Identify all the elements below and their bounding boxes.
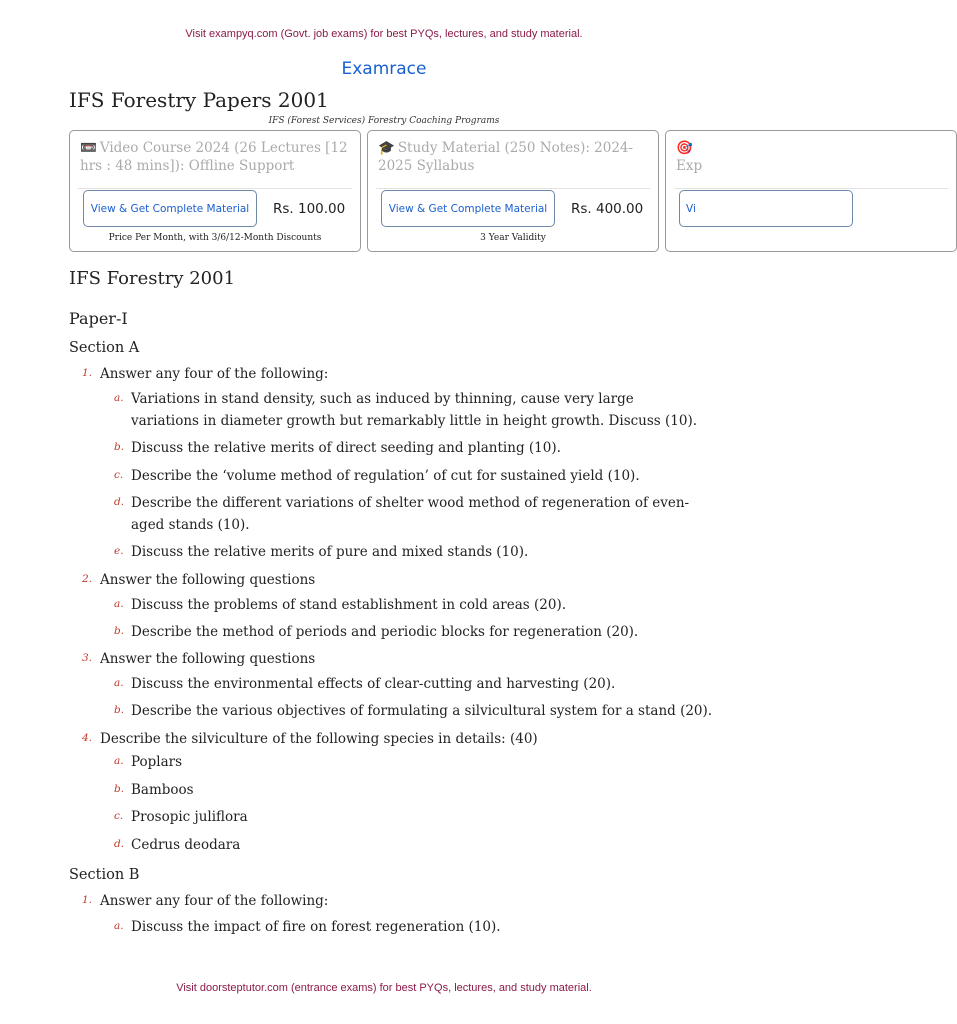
list-marker: d.: [114, 496, 125, 508]
list-marker: a.: [114, 392, 124, 404]
paper-heading: Paper-I: [69, 309, 128, 328]
card-heading[interactable]: 🎯 Exp: [676, 140, 703, 174]
product-card-study-material: [367, 130, 659, 252]
section-heading: IFS Forestry 2001: [69, 268, 236, 289]
list-marker: a.: [114, 598, 124, 610]
graduation-cap-icon: 🎓: [378, 140, 395, 156]
list-marker: a.: [114, 677, 124, 689]
list-marker: b.: [114, 625, 125, 637]
card-note: Price Per Month, with 3/6/12-Month Discounts: [108, 233, 322, 243]
divider: [376, 188, 650, 189]
question-item: Answer the following questions: [100, 651, 316, 667]
view-material-button[interactable]: Vi: [679, 190, 853, 227]
question-item: Answer any four of the following:: [100, 366, 329, 382]
sub-question-item: Describe the method of periods and periodic blocks for regeneration (20).: [131, 624, 639, 640]
list-marker: a.: [114, 755, 124, 767]
sub-question-item: Describe the ‘volume method of regulation’ of cut for sustained yield (10).: [131, 468, 640, 484]
list-marker: 1.: [82, 894, 93, 906]
section-b-heading: Section B: [69, 867, 140, 883]
sub-question-item: Discuss the relative merits of direct seeding and planting (10).: [131, 440, 561, 456]
top-promo-banner[interactable]: Visit exampyq.com (Govt. job exams) for best PYQs, lectures, and study material.: [185, 28, 583, 40]
page-title: IFS Forestry Papers 2001: [69, 88, 329, 112]
list-marker: e.: [114, 545, 124, 557]
card-note: 3 Year Validity: [480, 233, 546, 243]
question-item: Answer the following questions: [100, 572, 316, 588]
list-marker: c.: [114, 810, 124, 822]
video-icon: 📼: [80, 140, 97, 156]
product-card-partial: [665, 130, 957, 252]
divider: [674, 188, 948, 189]
sub-question-item: Prosopic juliflora: [131, 809, 248, 825]
list-marker: 1.: [82, 367, 93, 379]
section-a-heading: Section A: [69, 340, 140, 356]
list-marker: c.: [114, 469, 124, 481]
list-marker: a.: [114, 920, 124, 932]
site-title-link[interactable]: Examrace: [341, 59, 427, 79]
product-card-video-course: [69, 130, 361, 252]
bottom-promo-banner[interactable]: Visit doorsteptutor.com (entrance exams) for best PYQs, lectures, and study material.: [176, 982, 592, 994]
sub-question-item: Variations in stand density, such as induced by thinning, cause very large variations in diameter growth but remarkably little in height growth. Discuss (10).: [131, 391, 698, 429]
list-marker: d.: [114, 838, 125, 850]
sub-question-item: Discuss the environmental effects of clear-cutting and harvesting (20).: [131, 676, 616, 692]
target-icon: 🎯: [676, 140, 693, 156]
sub-question-item: Poplars: [131, 754, 183, 770]
sub-question-item: Cedrus deodara: [131, 837, 241, 853]
list-marker: b.: [114, 441, 125, 453]
question-item: Describe the silviculture of the following species in details: (40): [100, 731, 538, 747]
sub-question-item: Describe the different variations of shelter wood method of regeneration of even-aged stands (10).: [131, 495, 690, 533]
card-heading[interactable]: 🎓 Study Material (250 Notes): 2024-2025 Syllabus: [378, 140, 634, 174]
view-material-button[interactable]: View & Get Complete Material: [381, 190, 555, 227]
list-marker: 3.: [82, 652, 93, 664]
list-marker: 2.: [82, 573, 93, 585]
card-price: Rs. 400.00: [571, 201, 644, 217]
list-marker: 4.: [82, 732, 93, 744]
sub-question-item: Discuss the relative merits of pure and mixed stands (10).: [131, 544, 529, 560]
card-heading[interactable]: 📼 Video Course 2024 (26 Lectures [12 hrs : 48 mins]): Offline Support: [80, 140, 348, 174]
list-marker: b.: [114, 783, 125, 795]
coaching-subtitle: IFS (Forest Services) Forestry Coaching Programs: [268, 116, 500, 126]
view-material-button[interactable]: View & Get Complete Material: [83, 190, 257, 227]
sub-question-item: Bamboos: [131, 782, 194, 798]
sub-question-item: Discuss the impact of fire on forest regeneration (10).: [131, 919, 501, 935]
sub-question-item: Discuss the problems of stand establishment in cold areas (20).: [131, 597, 567, 613]
sub-question-item: Describe the various objectives of formulating a silvicultural system for a stand (20).: [131, 703, 713, 719]
product-cards-carousel: [69, 130, 703, 252]
question-item: Answer any four of the following:: [100, 893, 329, 909]
list-marker: b.: [114, 704, 125, 716]
card-price: Rs. 100.00: [273, 201, 346, 217]
divider: [78, 188, 352, 189]
